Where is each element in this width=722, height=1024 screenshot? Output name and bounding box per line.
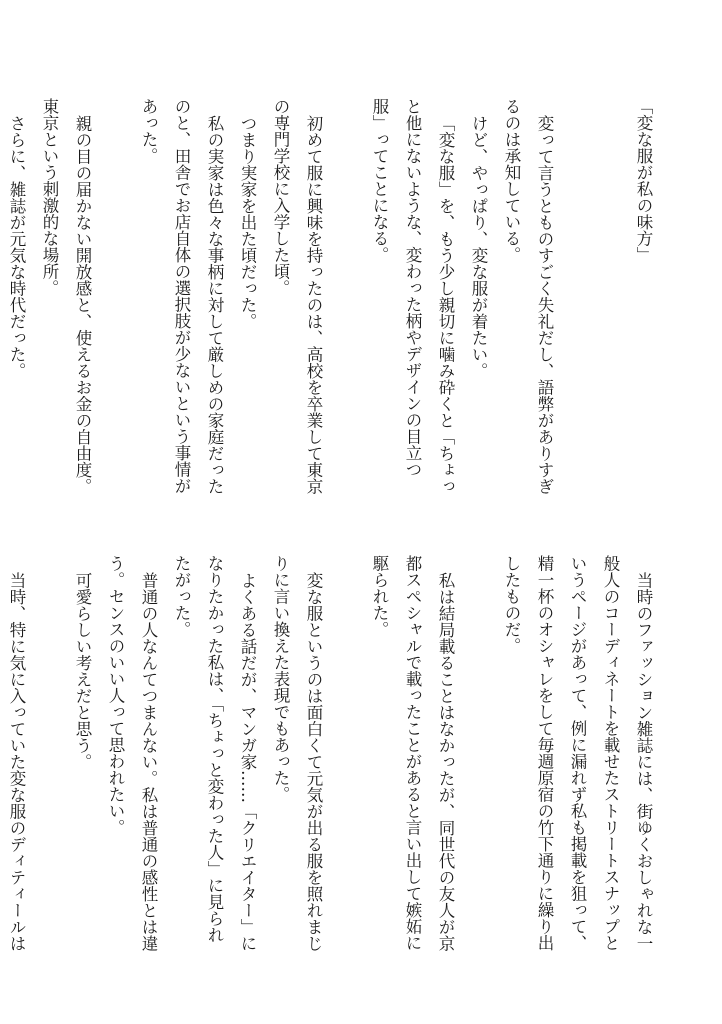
- paragraph: 普通の人なんてつまんない。私は普通の感性とは違う。センスのいい人って思われたい。: [106, 555, 158, 951]
- paragraph: 私は結局載ることはなかったが、同世代の友人が京都スペシャルで載ったことがあると言い出して嫉妬に駆られた。: [370, 555, 455, 951]
- paragraph-gap: [330, 98, 363, 498]
- essay-title: 「変な服が私の味方」: [634, 98, 653, 263]
- paragraph: 親の目の届かない開放感と、使えるお金の自由度。: [73, 114, 92, 494]
- paragraph: 私の実家は色々な事柄に対して厳しめの家庭だったのと、田舎でお店自体の選択肢が少ないという事情があった。: [139, 98, 224, 494]
- lower-tier: [7, 555, 660, 955]
- paragraph: 東京という刺激的な場所。: [40, 98, 59, 296]
- paragraph: 変な服というのは面白くて元気が出る服を照れまじりに言い換えた表現でもあった。: [271, 555, 323, 951]
- paragraph: 当時のファッション雑誌には、街ゆくおしゃれな一般人のコーディネートを載せたストリートスナップというページがあって、例に漏れず私も掲載を狙って、精一杯のオシャレをして毎週原宿の竹下通りに繰り出したものだ。: [502, 555, 653, 951]
- upper-vertical-text: [0, 98, 660, 498]
- lower-vertical-text: [0, 555, 660, 955]
- paragraph: 当時、特に気に入っていた変な服のディティールは: [7, 571, 26, 951]
- paragraph-gap: [330, 555, 363, 955]
- paragraph: 初めて服に興味を持ったのは、高校を卒業して東京の専門学校に入学した頃。: [271, 98, 323, 494]
- paragraph: つまり実家を出た頃だった。: [238, 114, 257, 329]
- paragraph: 「変な服」を、もう少し親切に噛み砕くと「ちょっと他にないような、変わった柄やデザインの目立つ服」ってことになる。: [370, 98, 455, 494]
- paragraph: 変って言うとものすごく失礼だし、語弊がありすぎるのは承知している。: [502, 98, 554, 494]
- paragraph: よくある話だが、マンガ家……「クリエイター」になりたかった私は、「ちょっと変わった人」に見られたがった。: [172, 555, 257, 951]
- upper-tier: [7, 98, 660, 498]
- paragraph: さらに、雑誌が元気な時代だった。: [7, 114, 26, 379]
- paragraph-gap: [462, 555, 495, 955]
- paragraph-gap: [99, 98, 132, 498]
- paragraph-gap: [561, 98, 594, 498]
- paragraph-gap: [33, 555, 66, 955]
- paragraph: けど、やっぱり、変な服が着たい。: [469, 114, 488, 379]
- paragraph: 可愛らしい考えだと思う。: [73, 571, 92, 770]
